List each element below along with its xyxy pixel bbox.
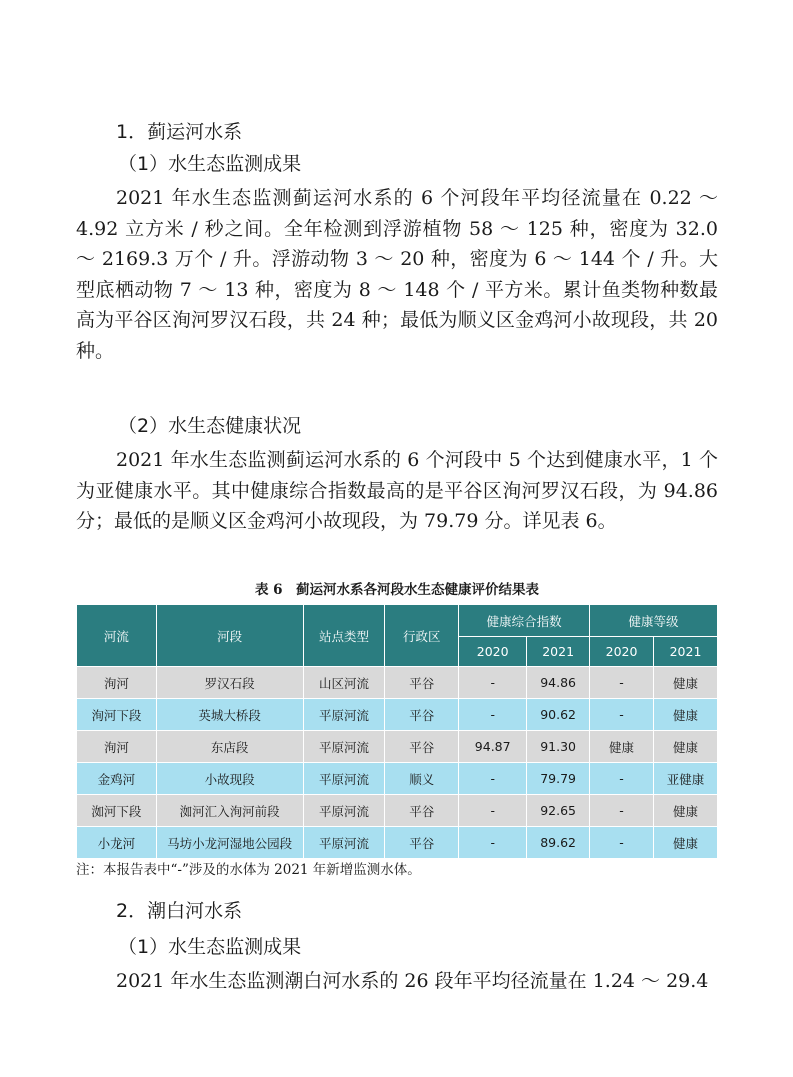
cell-district: 平谷 (385, 827, 459, 859)
cell-river: 洵河 (77, 667, 157, 699)
cell-river: 洵河 (77, 731, 157, 763)
cell-site-type: 平原河流 (303, 731, 385, 763)
cell-district: 平谷 (385, 731, 459, 763)
cell-grade-2021: 健康 (654, 667, 718, 699)
cell-index-2021: 91.30 (527, 731, 590, 763)
header-index-2020: 2020 (459, 637, 527, 667)
header-index-2021: 2021 (527, 637, 590, 667)
cell-index-2021: 79.79 (527, 763, 590, 795)
table-row (77, 827, 718, 859)
paragraph-health-status (76, 445, 718, 537)
section-heading-chaobai: 2．潮白河水系 (116, 900, 243, 922)
cell-grade-2021: 健康 (654, 699, 718, 731)
table-caption: 表 6 蓟运河水系各河段水生态健康评价结果表 (254, 582, 540, 598)
paragraph-monitoring-results-text: 2021 年水生态监测蓟运河水系的 6 个河段年平均径流量在 0.22 ～ 4.92 立方米 / 秒之间。全年检测到浮游植物 58 ～ 125 种，密度为 32.0 ～ 2169.3 万个 / 升。浮游动物 3 ～ 20 种，密度为 6 ～ 144 个 / 升。大型底栖动物 7 ～ 13 种，密度为 8 ～ 148 个 / 平方米。累计鱼类物种数最高为平谷区洵河罗汉石段，共 24 种；最低为顺义区金鸡河小故现段，共 20 种。 (76, 187, 718, 362)
cell-grade-2020: - (590, 827, 654, 859)
paragraph-monitoring-results (76, 183, 718, 366)
cell-district: 平谷 (385, 795, 459, 827)
cell-grade-2020: - (590, 667, 654, 699)
cell-site-type: 平原河流 (303, 699, 385, 731)
header-health-grade: 健康等级 (590, 605, 718, 637)
cell-river: 洳河下段 (77, 795, 157, 827)
cell-grade-2020: - (590, 795, 654, 827)
cell-index-2020: - (459, 827, 527, 859)
cell-segment: 马坊小龙河湿地公园段 (156, 827, 303, 859)
cell-site-type: 平原河流 (303, 795, 385, 827)
cell-index-2020: - (459, 763, 527, 795)
header-district: 行政区 (385, 605, 459, 667)
header-grade-2021: 2021 (654, 637, 718, 667)
cell-grade-2021: 健康 (654, 795, 718, 827)
table-row (77, 699, 718, 731)
table-row (77, 763, 718, 795)
table-note: 注：本报告表中“-”涉及的水体为 2021 年新增监测水体。 (76, 862, 421, 878)
header-segment: 河段 (156, 605, 303, 667)
cell-grade-2021: 健康 (654, 731, 718, 763)
cell-grade-2020: 健康 (590, 731, 654, 763)
section-heading-jiyun: 1．蓟运河水系 (116, 121, 243, 143)
paragraph-chaobai-monitoring-text: 2021 年水生态监测潮白河水系的 26 段年平均径流量在 1.24 ～ 29.4 (116, 970, 709, 992)
cell-index-2020: 94.87 (459, 731, 527, 763)
header-site-type: 站点类型 (303, 605, 385, 667)
cell-river: 小龙河 (77, 827, 157, 859)
cell-district: 平谷 (385, 667, 459, 699)
cell-grade-2020: - (590, 699, 654, 731)
cell-site-type: 平原河流 (303, 763, 385, 795)
cell-index-2021: 90.62 (527, 699, 590, 731)
table-row (77, 667, 718, 699)
cell-segment: 罗汉石段 (156, 667, 303, 699)
paragraph-chaobai-monitoring (76, 966, 718, 997)
cell-index-2021: 94.86 (527, 667, 590, 699)
subheading-chaobai-monitoring: （1）水生态监测成果 (118, 936, 302, 958)
header-grade-2020: 2020 (590, 637, 654, 667)
cell-site-type: 山区河流 (303, 667, 385, 699)
cell-index-2021: 92.65 (527, 795, 590, 827)
cell-segment: 英城大桥段 (156, 699, 303, 731)
cell-index-2020: - (459, 795, 527, 827)
health-evaluation-table (76, 604, 718, 859)
paragraph-health-status-text: 2021 年水生态监测蓟运河水系的 6 个河段中 5 个达到健康水平，1 个为亚健康水平。其中健康综合指数最高的是平谷区洵河罗汉石段，为 94.86 分；最低的是顺义区金鸡河小故现段，为 79.79 分。详见表 6。 (76, 449, 718, 532)
cell-site-type: 平原河流 (303, 827, 385, 859)
header-health-index: 健康综合指数 (459, 605, 590, 637)
cell-grade-2020: - (590, 763, 654, 795)
cell-district: 顺义 (385, 763, 459, 795)
cell-index-2021: 89.62 (527, 827, 590, 859)
cell-segment: 洳河汇入洵河前段 (156, 795, 303, 827)
cell-segment: 东店段 (156, 731, 303, 763)
subheading-health-status: （2）水生态健康状况 (118, 415, 302, 437)
table-row (77, 731, 718, 763)
cell-river: 洵河下段 (77, 699, 157, 731)
cell-grade-2021: 亚健康 (654, 763, 718, 795)
cell-grade-2021: 健康 (654, 827, 718, 859)
cell-index-2020: - (459, 699, 527, 731)
cell-river: 金鸡河 (77, 763, 157, 795)
cell-segment: 小故现段 (156, 763, 303, 795)
header-river: 河流 (77, 605, 157, 667)
cell-index-2020: - (459, 667, 527, 699)
subheading-monitoring-results: （1）水生态监测成果 (118, 153, 302, 175)
table-row (77, 795, 718, 827)
cell-district: 平谷 (385, 699, 459, 731)
